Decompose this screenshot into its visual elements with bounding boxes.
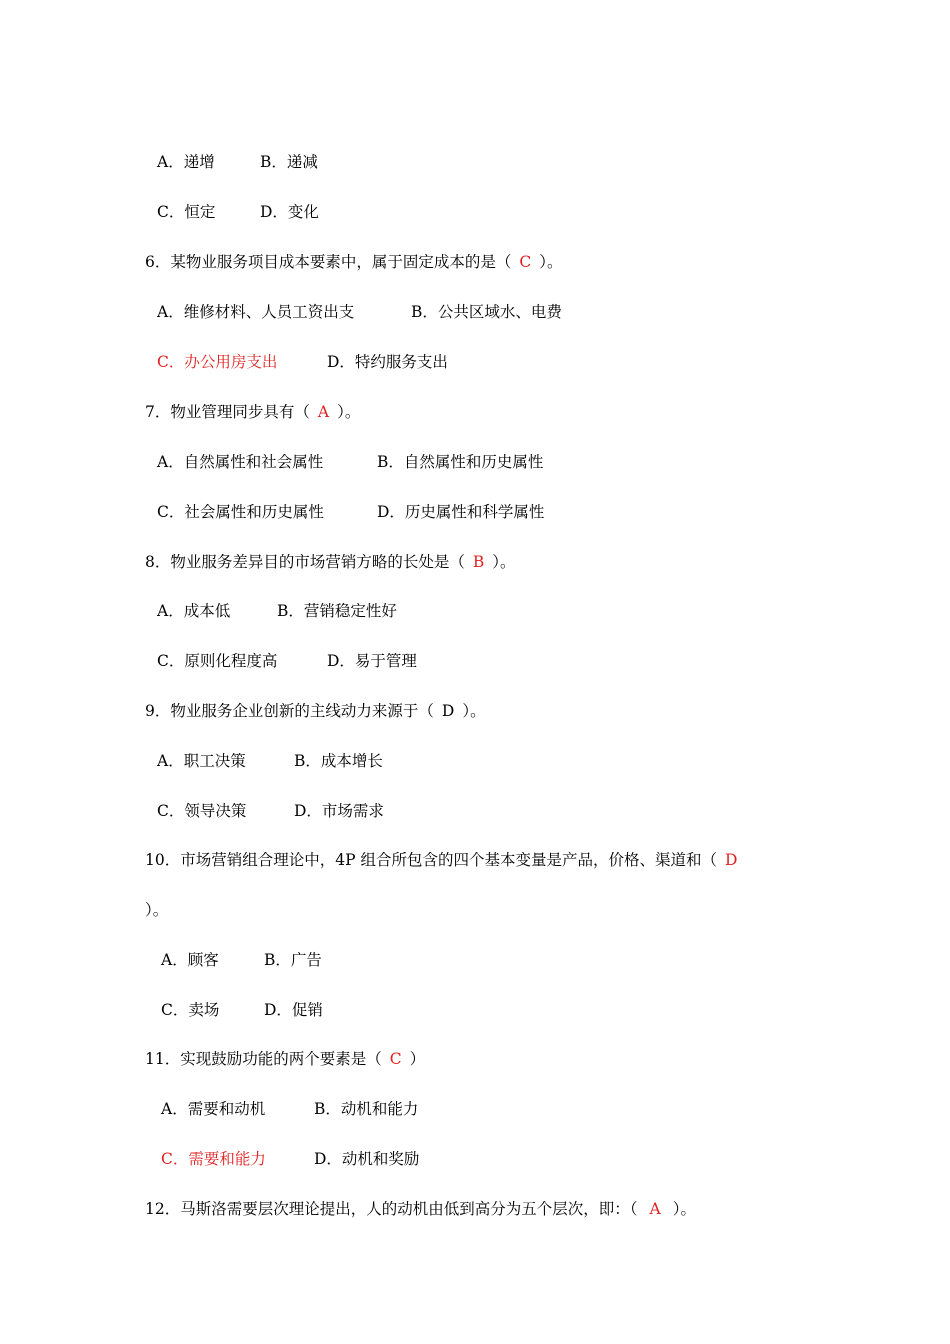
answer: A: [317, 403, 330, 421]
question-text: 11．实现鼓励功能的两个要素是（: [145, 1050, 382, 1068]
question-end: ）。: [539, 253, 563, 271]
question-12: [145, 1199, 696, 1219]
question-text: 8．物业服务差异目的市场营销方略的长处是（: [145, 553, 465, 571]
question-text: 6．某物业服务项目成本要素中，属于固定成本的是（: [145, 253, 512, 271]
option-c-correct: C．需要和能力: [161, 1150, 266, 1168]
option-a: A．自然属性和社会属性: [157, 453, 324, 471]
question-9: [145, 701, 486, 721]
option-d: D．易于管理: [327, 652, 417, 670]
option-a: A．职工决策: [157, 752, 246, 770]
option-d: D．特约服务支出: [327, 353, 448, 371]
question-end: ）。: [462, 702, 486, 720]
option-d: D．促销: [264, 1001, 323, 1019]
question-7: [145, 402, 360, 422]
option-d: D．动机和奖励: [314, 1150, 420, 1168]
question-text: 10．市场营销组合理论中，4P 组合所包含的四个基本变量是产品，价格、渠道和（: [145, 851, 717, 869]
option-c-correct: C．办公用房支出: [157, 353, 278, 371]
question-end: ）。: [145, 901, 169, 919]
option-b: B．营销稳定性好: [277, 602, 397, 620]
answer: C: [389, 1050, 402, 1068]
question-text: 7．物业管理同步具有（: [145, 403, 310, 421]
answer: D: [724, 851, 738, 869]
question-11: [145, 1049, 425, 1069]
option-b: B．成本增长: [294, 752, 383, 770]
option-b: B．广告: [264, 951, 322, 969]
question-end: ）。: [672, 1200, 696, 1218]
option-c: C．卖场: [161, 1001, 220, 1019]
answer: B: [472, 553, 485, 571]
question-10-end: [145, 900, 168, 920]
option-b: B．公共区域水、电费: [411, 303, 562, 321]
question-10: [145, 850, 745, 870]
answer: C: [519, 253, 532, 271]
option-c: C．恒定: [157, 203, 216, 221]
question-6: [145, 252, 563, 272]
option-c: C．领导决策: [157, 802, 247, 820]
option-c: C．原则化程度高: [157, 652, 278, 670]
question-text: 9．物业服务企业创新的主线动力来源于（: [145, 702, 434, 720]
option-a: A．顾客: [161, 951, 219, 969]
option-a: A．维修材料、人员工资出支: [157, 303, 355, 321]
question-8: [145, 552, 516, 572]
option-b: B．自然属性和历史属性: [377, 453, 544, 471]
question-end: ）。: [337, 403, 361, 421]
option-b: B．动机和能力: [314, 1100, 419, 1118]
option-b: B．递减: [260, 153, 318, 171]
answer: A: [649, 1200, 661, 1218]
option-d: D．历史属性和科学属性: [377, 503, 545, 521]
option-c: C．社会属性和历史属性: [157, 503, 324, 521]
option-a: A．成本低: [157, 602, 231, 620]
option-a: A．递增: [157, 153, 215, 171]
question-text: 12．马斯洛需要层次理论提出，人的动机由低到高分为五个层次，即：（: [145, 1200, 638, 1218]
option-d: D．市场需求: [294, 802, 384, 820]
question-end: ）。: [492, 553, 516, 571]
question-end: ）: [409, 1050, 426, 1068]
answer: D: [441, 702, 455, 720]
option-d: D．变化: [260, 203, 319, 221]
option-a: A．需要和动机: [161, 1100, 266, 1118]
